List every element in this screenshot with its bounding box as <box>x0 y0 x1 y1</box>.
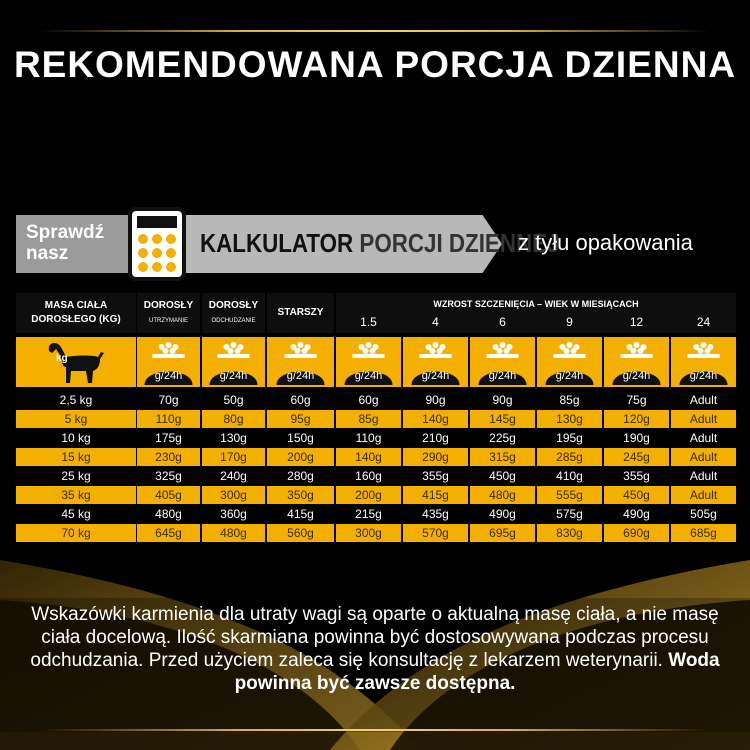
row-value: 830g <box>537 524 602 542</box>
header-month-2: 6 <box>499 315 506 329</box>
row-body-mass: 45 kg <box>16 505 136 523</box>
row-value: 60g <box>336 391 401 409</box>
row-value: 225g <box>470 429 535 447</box>
header-adult-weight-loss <box>202 293 265 333</box>
row-value: 190g <box>604 429 669 447</box>
row-value: 300g <box>202 486 265 504</box>
bowl-icon-cell <box>403 337 468 387</box>
header-senior-label: STARSZY <box>277 307 324 318</box>
page-title: REKOMENDOWANA PORCJA DZIENNA <box>13 44 737 85</box>
row-value: 120g <box>604 410 669 428</box>
row-value: 415g <box>267 505 334 523</box>
row-value: 130g <box>202 429 265 447</box>
feeding-note-bold: Woda powinna być zawsze dostępna. <box>234 650 720 694</box>
calculator-icon <box>124 205 188 283</box>
bowl-icon-cell <box>202 337 265 387</box>
row-value: 350g <box>267 486 334 504</box>
row-value: 575g <box>537 505 602 523</box>
row-value: 685g <box>671 524 736 542</box>
row-value: 140g <box>403 410 468 428</box>
row-body-mass: 10 kg <box>16 429 136 447</box>
header-month-5: 24 <box>696 315 711 329</box>
bowl-label: g/24h <box>488 370 517 382</box>
row-value: Adult <box>671 486 736 504</box>
bowl-icon-cell <box>137 337 200 387</box>
row-body-mass: 25 kg <box>16 467 136 485</box>
header-body-mass-line2: DOROSŁEGO (KG) <box>31 314 121 325</box>
header-adult-weight-loss-label: DOROSŁY <box>208 300 259 311</box>
bottom-gold-line <box>40 729 710 731</box>
row-value: 50g <box>202 391 265 409</box>
row-value: 285g <box>537 448 602 466</box>
row-value: 300g <box>336 524 401 542</box>
row-value: 480g <box>137 505 200 523</box>
row-value: 110g <box>336 429 401 447</box>
row-value: Adult <box>671 467 736 485</box>
row-value: 150g <box>267 429 334 447</box>
dog-icon-cell <box>16 337 136 387</box>
row-value: 215g <box>336 505 401 523</box>
row-value: 695g <box>470 524 535 542</box>
row-value: 405g <box>137 486 200 504</box>
banner-check-line2: nasz <box>26 243 69 264</box>
row-value: 90g <box>470 391 535 409</box>
header-month-1: 4 <box>432 315 439 329</box>
row-value: 95g <box>267 410 334 428</box>
banner-title-part1: KALKULATOR <box>200 228 354 258</box>
bowl-icon-cell <box>470 337 535 387</box>
row-body-mass: 15 kg <box>16 448 136 466</box>
top-gold-line <box>40 30 710 32</box>
bowl-label: g/24h <box>421 370 450 382</box>
bowl-label: g/24h <box>219 370 248 382</box>
row-value: 60g <box>267 391 334 409</box>
row-value: 195g <box>537 429 602 447</box>
bowl-label: g/24h <box>154 370 183 382</box>
row-value: 450g <box>604 486 669 504</box>
row-value: Adult <box>671 429 736 447</box>
row-value: 560g <box>267 524 334 542</box>
row-value: Adult <box>671 391 736 409</box>
row-value: 200g <box>336 486 401 504</box>
bowl-label: g/24h <box>286 370 315 382</box>
header-adult-weight-loss-sub: ODCHUDZANIE <box>211 318 256 324</box>
row-value: 480g <box>470 486 535 504</box>
row-body-mass: 70 kg <box>16 524 136 542</box>
row-value: 140g <box>336 448 401 466</box>
feeding-note-text: Wskazówki karmienia dla utraty wagi są oparte o aktualną masę ciała, a nie masę ciała docelową. Ilość skarmiana powinna być dostosowywana podczas procesu odchudzania. Przed użyciem zaleca się konsultację z lekarzem weterynarii. <box>30 604 719 671</box>
row-value: Adult <box>671 410 736 428</box>
row-value: Adult <box>671 448 736 466</box>
row-value: 325g <box>137 467 200 485</box>
row-value: 435g <box>403 505 468 523</box>
row-value: 85g <box>537 391 602 409</box>
row-value: 175g <box>137 429 200 447</box>
banner-tail-text: z tyłu opakowania <box>518 230 693 255</box>
row-value: 410g <box>537 467 602 485</box>
row-value: 145g <box>470 410 535 428</box>
row-value: 210g <box>403 429 468 447</box>
row-value: 290g <box>403 448 468 466</box>
bowl-label: g/24h <box>555 370 584 382</box>
banner-check-line1: Sprawdź <box>26 222 105 243</box>
row-value: 75g <box>604 391 669 409</box>
header-senior <box>267 293 334 333</box>
bowl-icon-cell <box>671 337 736 387</box>
row-body-mass: 35 kg <box>16 486 136 504</box>
row-value: 450g <box>470 467 535 485</box>
row-value: 360g <box>202 505 265 523</box>
row-body-mass: 5 kg <box>16 410 136 428</box>
row-value: 570g <box>403 524 468 542</box>
row-value: 645g <box>137 524 200 542</box>
banner-title <box>200 228 559 259</box>
row-value: 355g <box>403 467 468 485</box>
row-value: 245g <box>604 448 669 466</box>
header-body-mass <box>16 293 136 333</box>
header-month-3: 9 <box>566 315 573 329</box>
bowl-icon-cell <box>336 337 401 387</box>
header-adult-maintenance <box>137 293 200 333</box>
dog-icon <box>46 339 106 385</box>
row-value: 355g <box>604 467 669 485</box>
row-value: 110g <box>137 410 200 428</box>
header-month-4: 12 <box>629 315 644 329</box>
row-value: 490g <box>604 505 669 523</box>
row-value: 90g <box>403 391 468 409</box>
bowl-label: g/24h <box>689 370 718 382</box>
header-puppy-growth-label: WZROST SZCZENIĘCIA – WIEK W MIESIĄCACH <box>433 299 639 309</box>
bowl-icon-cell <box>267 337 334 387</box>
bowl-icon-cell <box>537 337 602 387</box>
bowl-label: g/24h <box>354 370 383 382</box>
row-value: 160g <box>336 467 401 485</box>
row-value: 280g <box>267 467 334 485</box>
row-value: 690g <box>604 524 669 542</box>
bowl-icon-cell <box>604 337 669 387</box>
header-month-0: 1.5 <box>360 315 377 329</box>
row-body-mass: 2,5 kg <box>16 391 136 409</box>
row-value: 490g <box>470 505 535 523</box>
row-value: 555g <box>537 486 602 504</box>
row-value: 70g <box>137 391 200 409</box>
row-value: 240g <box>202 467 265 485</box>
row-value: 85g <box>336 410 401 428</box>
feeding-note <box>30 603 720 695</box>
bowl-label: g/24h <box>622 370 651 382</box>
row-value: 170g <box>202 448 265 466</box>
row-value: 230g <box>137 448 200 466</box>
banner-title-part2: PORCJI DZIENNEJ <box>359 228 560 258</box>
row-value: 315g <box>470 448 535 466</box>
row-value: 505g <box>671 505 736 523</box>
row-value: 480g <box>202 524 265 542</box>
row-value: 415g <box>403 486 468 504</box>
banner-check-text <box>26 222 136 264</box>
row-value: 200g <box>267 448 334 466</box>
dog-icon-label: kg <box>56 353 68 364</box>
header-adult-maintenance-sub: UTRZYMANIE <box>149 318 188 324</box>
row-value: 80g <box>202 410 265 428</box>
header-adult-maintenance-label: DOROSŁY <box>143 300 194 311</box>
row-value: 130g <box>537 410 602 428</box>
header-body-mass-line1: MASA CIAŁA <box>44 300 108 311</box>
